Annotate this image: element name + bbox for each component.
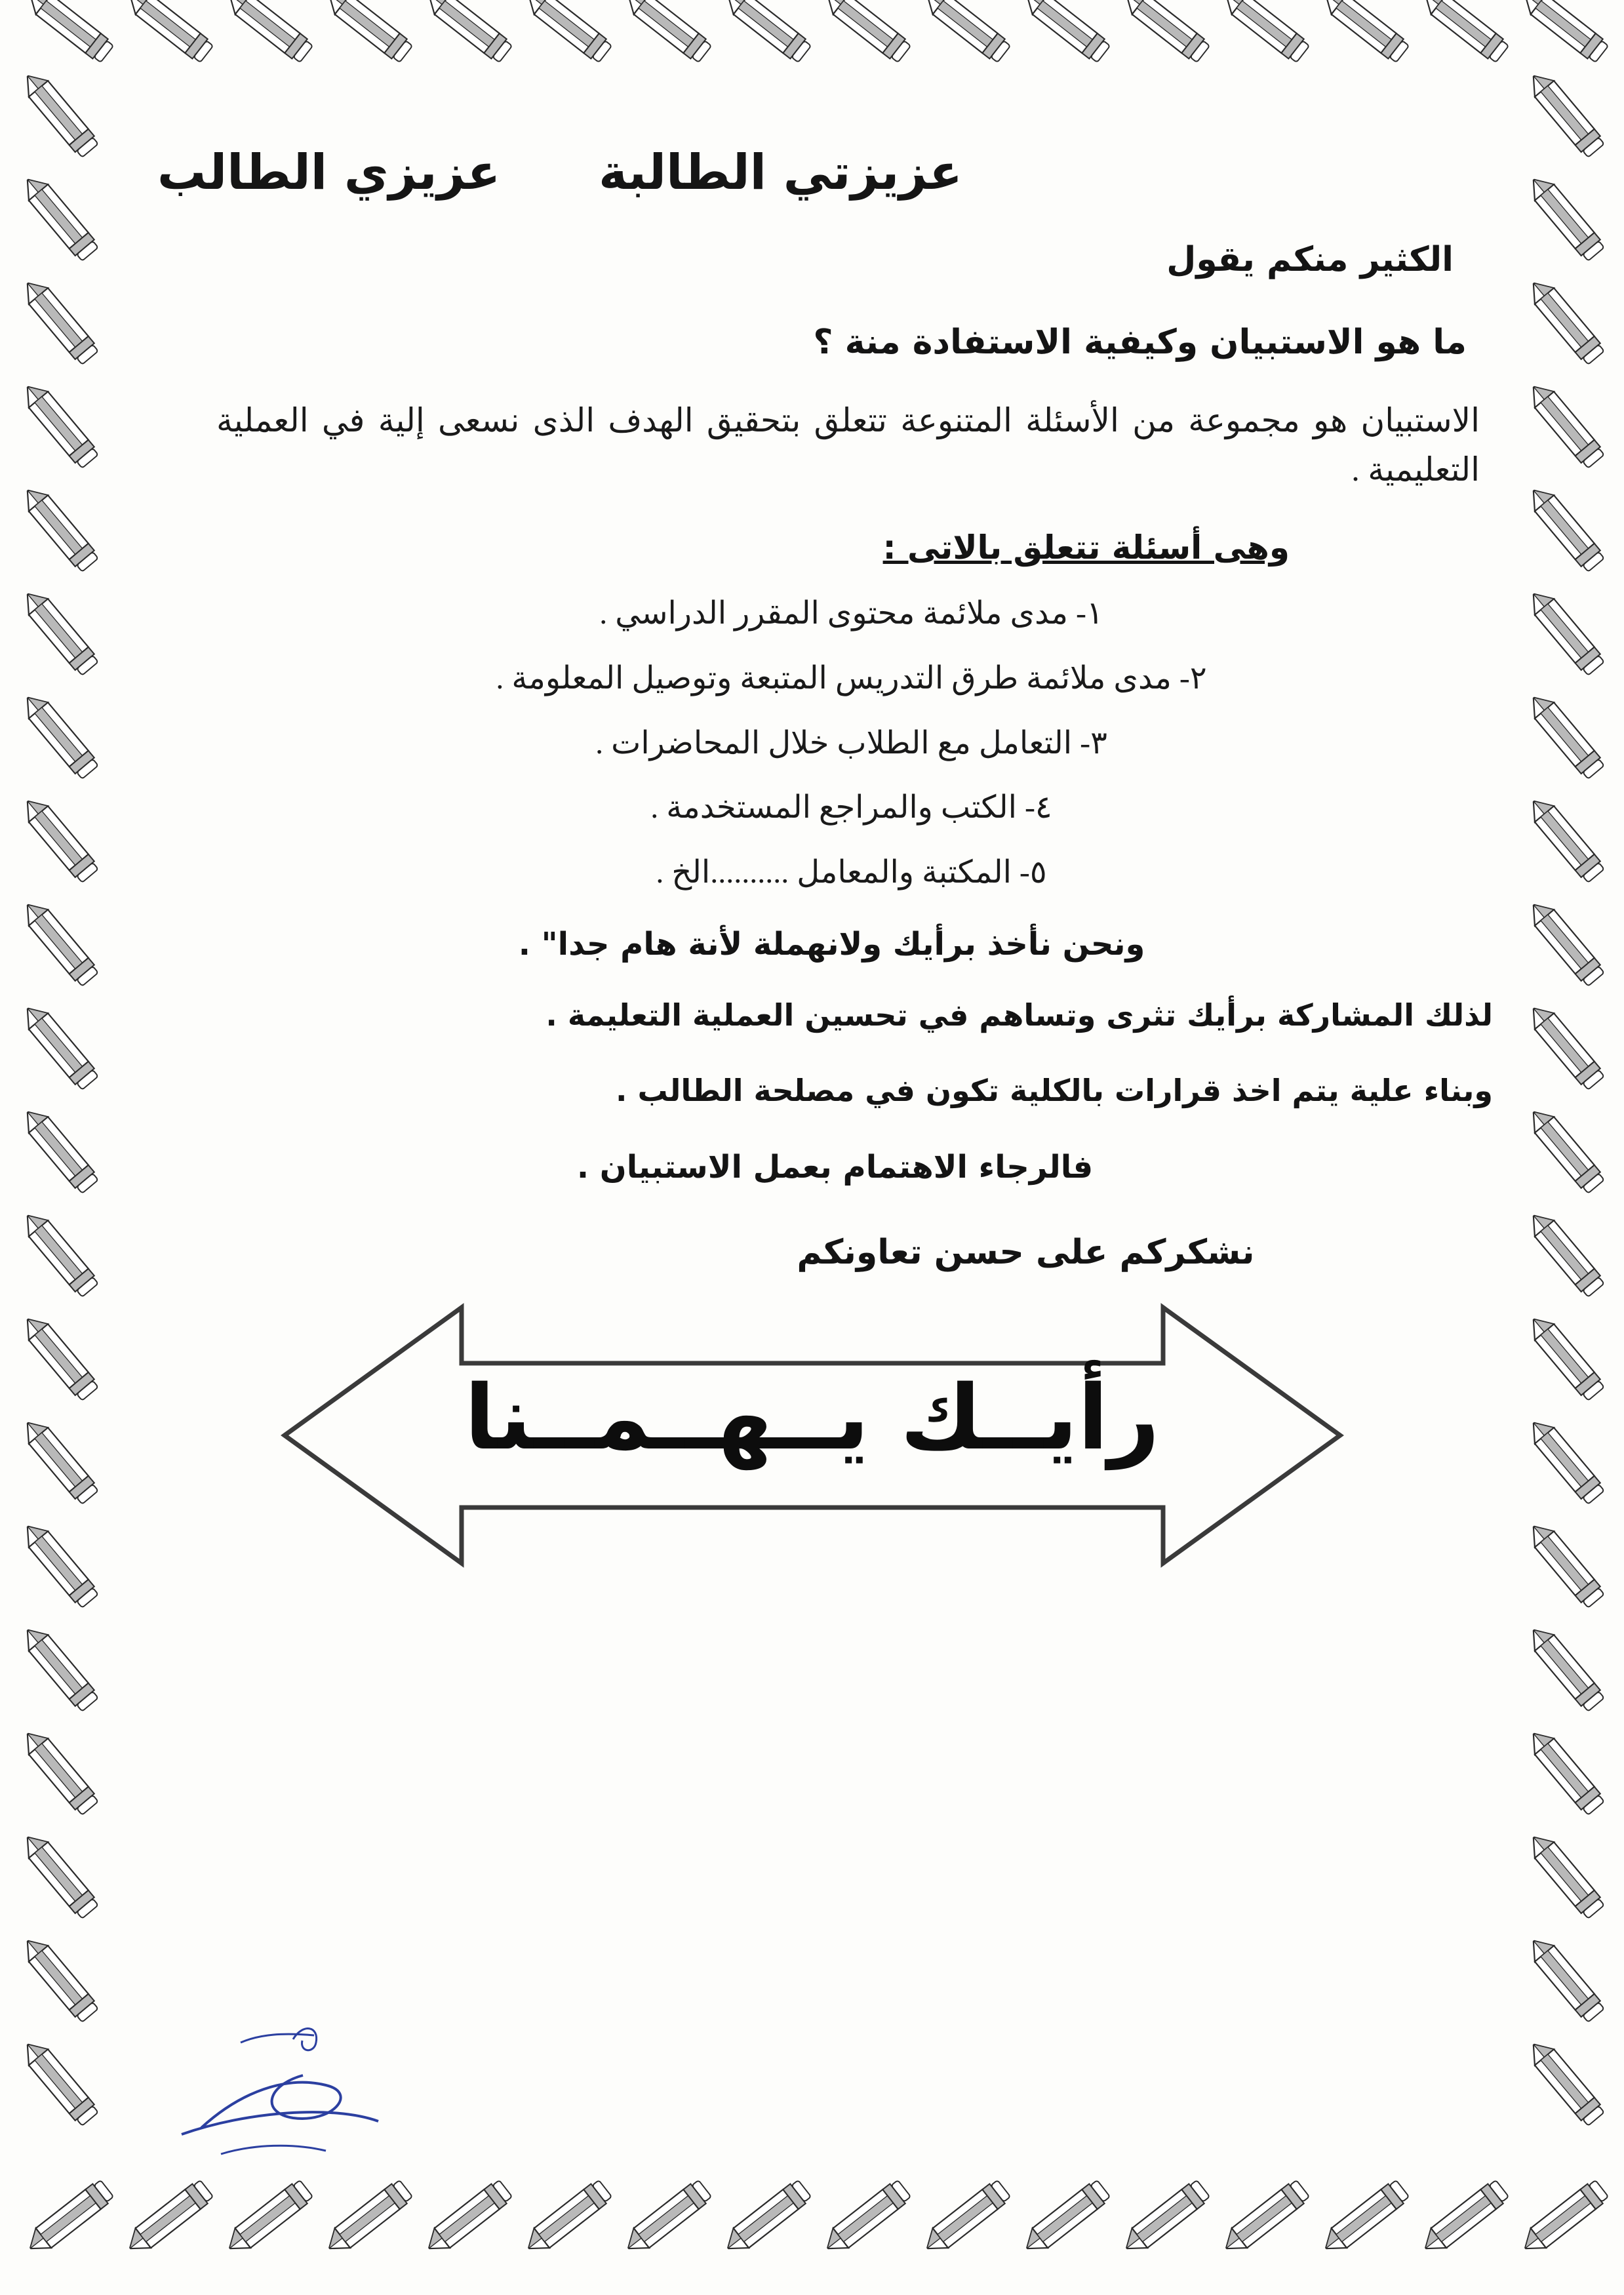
pencil-icon [1117,0,1214,66]
list-item: ٤- الكتب والمراجع المستخدمة . [650,790,1052,826]
pencil-icon [16,1517,102,1611]
pencil-icon [1522,2035,1608,2129]
document-content [118,118,1506,2197]
lead-text: الكثير منكم يقول [1166,240,1454,279]
pencil-icon [16,1620,102,1715]
list-item: ٣- التعامل مع الطلاب خلال المحاضرات . [595,725,1107,761]
pencil-icon [320,0,416,66]
pencil-icon [16,895,102,989]
pencil-icon [16,1413,102,1507]
list-item: ٥- المكتبة والمعامل ..........الخ . [656,855,1047,890]
pencil-icon [1522,1517,1608,1611]
pencil-icon [519,0,616,66]
pencil-icon [818,0,915,66]
pencil-icon [1522,481,1608,575]
pencil-icon [16,66,102,161]
pencil-icon [16,273,102,368]
pencil-icon [619,0,715,66]
question-text: ما هو الاستبيان وكيفية الاستفادة منة ؟ [813,323,1467,362]
pencil-icon [1522,584,1608,679]
title-row [157,144,1467,201]
pencil-icon [1217,0,1313,66]
pencil-icon [16,1931,102,2026]
pencil-icon [719,0,815,66]
pencil-icon [16,1206,102,1300]
pencil-icon [1018,0,1114,66]
pencil-icon [1516,2176,1612,2261]
paragraph-2: وبناء علية يتم اخذ قرارات بالكلية تكون في مصلحة الطالب . [615,1072,1493,1108]
pencil-icon [21,0,117,66]
title-word-female: عزيزتي الطالبة [599,144,962,201]
pencil-icon [1522,66,1608,161]
points-list [118,593,1506,894]
signature-icon [162,2013,470,2177]
pencil-icon [1522,1620,1608,1715]
pencil-icon [16,170,102,264]
subheading: وهى أسئلة تتعلق بالاتى : [882,529,1290,567]
pencil-icon [1522,999,1608,1093]
pencil-icon [16,1309,102,1404]
pencil-icon [16,1724,102,1818]
pencil-icon [1522,1931,1608,2026]
pencil-icon [1522,1102,1608,1197]
pencil-icon [1522,895,1608,989]
pencil-icon [1522,377,1608,471]
pencil-icon [121,0,217,66]
pencil-icon [16,688,102,782]
pencil-icon [1522,1309,1608,1404]
emphasis-text: ونحن نأخذ برأيك ولانهملة لأنة هام جدا" . [518,925,1145,963]
pencil-icon [220,0,317,66]
pencil-icon [1522,170,1608,264]
pencil-icon [16,1827,102,1922]
title-word-male: عزيزي الطالب [157,144,501,201]
definition-text: الاستبيان هو مجموعة من الأسئلة المتنوعة تتعلق بتحقيق الهدف الذى نسعى إلية في العملية التعليمية . [216,402,1480,488]
double-arrow-banner [153,1209,1471,1662]
pencil-icon [16,1102,102,1197]
slogan-text: رأيــك يــهــمــنا [464,1366,1160,1470]
list-item: ٢- مدى ملائمة طرق التدريس المتبعة وتوصيل المعلومة . [496,660,1207,696]
pencil-icon [16,377,102,471]
pencil-icon [1522,791,1608,886]
pencil-icon [16,481,102,575]
pencil-icon [1522,1827,1608,1922]
pencil-icon [16,584,102,679]
thanks-text: نشكركم على حسن تعاونكم [797,1232,1255,1272]
pencil-icon [16,2035,102,2129]
pencil-icon [918,0,1014,66]
pencil-icon [1522,1413,1608,1507]
list-item: ١- مدى ملائمة محتوى المقرر الدراسي . [599,596,1103,631]
pencil-icon [16,791,102,886]
pencil-icon [1516,0,1612,66]
pencil-icon [1522,1724,1608,1818]
pencil-icon [1522,1206,1608,1300]
pencil-icon [1522,273,1608,368]
signature [162,2013,470,2177]
paragraph-1: لذلك المشاركة برأيك تثرى وتساهم في تحسين العملية التعليمة . [545,997,1493,1033]
pencil-icon [420,0,516,66]
pencil-icon [16,999,102,1093]
pencil-icon [1317,0,1413,66]
pencil-icon [21,2176,117,2261]
pencil-icon [1522,688,1608,782]
please-text: فالرجاء الاهتمام بعمل الاستبيان . [576,1148,1094,1186]
pencil-icon [1416,0,1513,66]
